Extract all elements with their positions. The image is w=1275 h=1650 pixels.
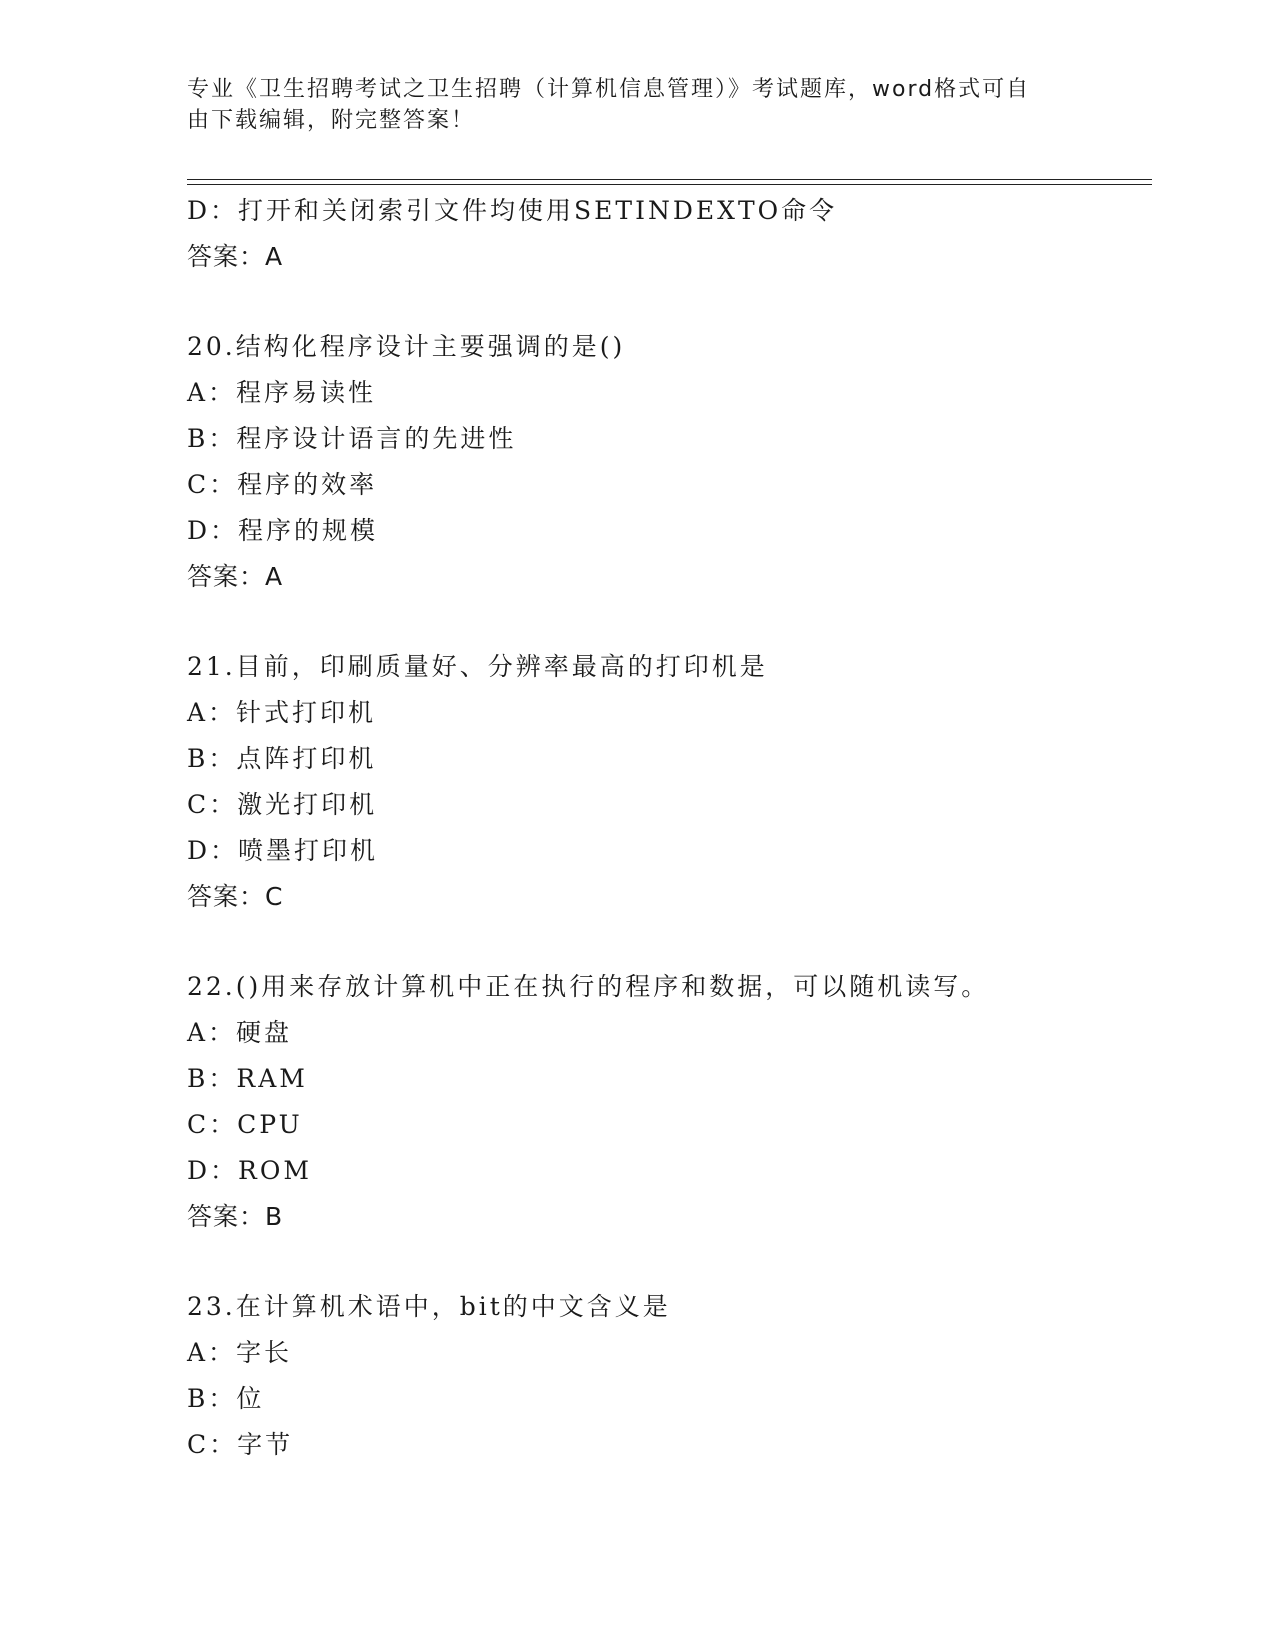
option-d: D：ROM <box>187 1156 312 1185</box>
header-line-2: 由下载编辑，附完整答案！ <box>187 108 476 133</box>
option-c: C：字节 <box>187 1430 294 1459</box>
previous-question-tail <box>187 188 1152 280</box>
answer-label: 答案：A <box>187 242 284 271</box>
question-stem: 21.目前，印刷质量好、分辨率最高的打印机是 <box>187 652 768 681</box>
option-c: C：激光打印机 <box>187 790 378 819</box>
answer-label: 答案：B <box>187 1202 284 1231</box>
question-20 <box>187 324 1152 600</box>
question-stem: 20.结构化程序设计主要强调的是() <box>187 332 626 361</box>
option-a: A：针式打印机 <box>187 698 377 727</box>
option-b: B：RAM <box>187 1064 308 1093</box>
question-stem: 22.()用来存放计算机中正在执行的程序和数据，可以随机读写。 <box>187 972 990 1001</box>
option-c: C：CPU <box>187 1110 303 1139</box>
header-line-1: 专业《卫生招聘考试之卫生招聘（计算机信息管理）》考试题库，word格式可自 <box>187 77 1031 102</box>
question-23 <box>187 1284 1152 1468</box>
option-b: B：点阵打印机 <box>187 744 377 773</box>
option-b: B：程序设计语言的先进性 <box>187 424 517 453</box>
header-divider-top <box>187 179 1152 180</box>
answer-label: 答案：C <box>187 882 284 911</box>
header-divider-bottom <box>187 184 1152 185</box>
option-d: D：程序的规模 <box>187 516 379 545</box>
document-header <box>187 74 1067 136</box>
option-a: A：程序易读性 <box>187 378 377 407</box>
question-22 <box>187 964 1152 1240</box>
option-d: D：喷墨打印机 <box>187 836 379 865</box>
question-stem: 23.在计算机术语中，bit的中文含义是 <box>187 1292 671 1321</box>
option-a: A：硬盘 <box>187 1018 293 1047</box>
answer-label: 答案：A <box>187 562 284 591</box>
question-list <box>187 188 1152 1468</box>
question-21 <box>187 644 1152 920</box>
option-d: D：打开和关闭索引文件均使用SETINDEXTO命令 <box>187 196 838 225</box>
option-c: C：程序的效率 <box>187 470 378 499</box>
option-b: B：位 <box>187 1384 265 1413</box>
option-a: A：字长 <box>187 1338 293 1367</box>
